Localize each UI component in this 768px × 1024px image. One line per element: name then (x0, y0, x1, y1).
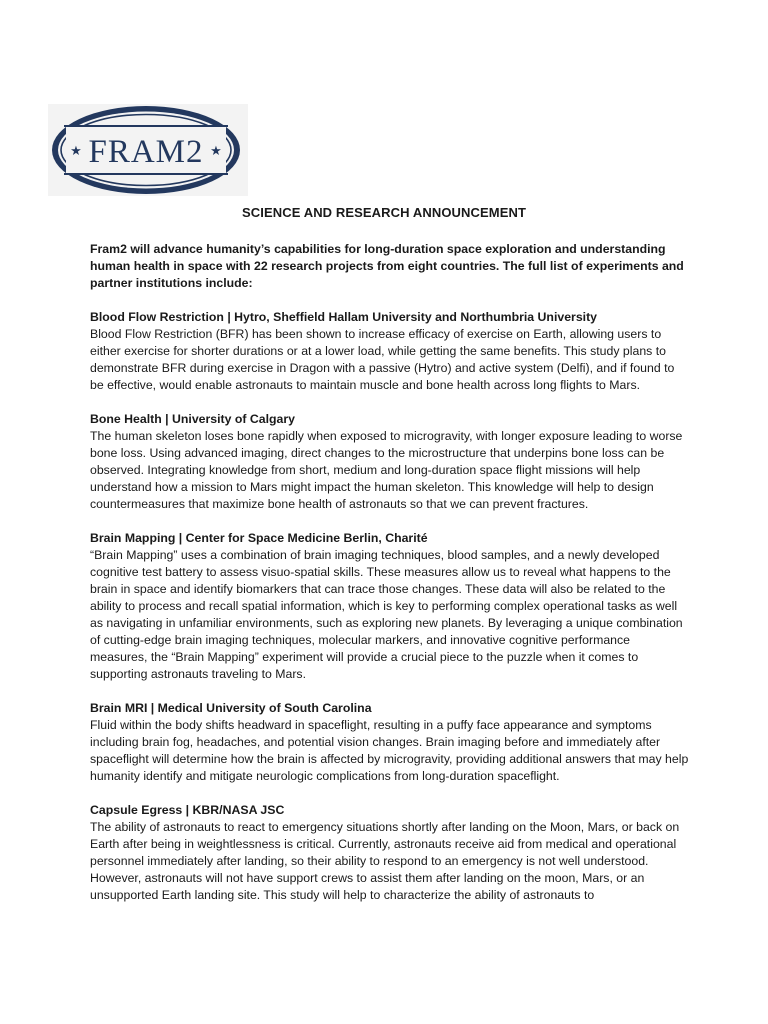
section-heading: Capsule Egress | KBR/NASA JSC (90, 803, 285, 817)
section-heading: Blood Flow Restriction | Hytro, Sheffield Hallam University and Northumbria University (90, 310, 598, 324)
section-body: The human skeleton loses bone rapidly when exposed to microgravity, with longer exposure leading to worse bone loss. Using advanced imaging, direct changes to the microstructure that underpins bone loss can be observed. Integrating knowledge from short, medium and long-duration space flight missions will help understand how a mission to Mars might impact the human skeleton. This knowledge will help to design countermeasures that maximize bone health of astronauts so that we can prevent fractures. (90, 429, 683, 511)
intro-paragraph: Fram2 will advance humanity’s capabilities for long-duration space exploration and understanding human health in space with 22 research projects from eight countries. The full list of experiments and partner institutions include: (90, 242, 684, 290)
section-body: Fluid within the body shifts headward in spaceflight, resulting in a puffy face appearance and symptoms including brain fog, headaches, and potential vision changes. Brain imaging before and immediately after spaceflight will determine how the brain is affected by microgravity, providing additional answers that may help humanity identify and mitigate neurologic complications from long-duration spaceflight. (90, 718, 689, 783)
section-body: “Brain Mapping” uses a combination of brain imaging techniques, blood samples, and a newly developed cognitive test battery to assess visuo-spatial skills. These measures allow us to reveal what happens to the brain in space and identify biomarkers that can trace those changes. These data will also be related to the ability to process and recall spatial information, which is key to performing complex operational tasks as well as navigating in unfamiliar environments, such as exploring new planets. By leveraging a unique combination of cutting-edge brain imaging techniques, molecular markers, and innovative cognitive performance measures, the “Brain Mapping” experiment will provide a crucial piece to the puzzle when it comes to supporting astronauts traveling to Mars. (90, 548, 683, 681)
section-heading: Brain Mapping | Center for Space Medicine Berlin, Charité (90, 531, 428, 545)
fram2-logo-graphic (48, 104, 248, 196)
section-heading: Bone Health | University of Calgary (90, 412, 296, 426)
logo-star-left-icon: ★ (70, 144, 82, 159)
page-title: SCIENCE AND RESEARCH ANNOUNCEMENT (241, 205, 527, 220)
logo-star-right-icon: ★ (210, 144, 222, 159)
fram2-logo (48, 104, 248, 196)
section-brain-mapping (90, 530, 690, 683)
document-body (90, 241, 690, 921)
section-brain-mri (90, 700, 690, 785)
section-body: Blood Flow Restriction (BFR) has been shown to increase efficacy of exercise on Earth, allowing users to either exercise for shorter durations or at a lower load, while getting the same benefits. This study plans to demonstrate BFR during exercise in Dragon with a passive (Hytro) and active system (Delfi), and if found to be effective, would enable astronauts to maintain muscle and bone health across long flights to Mars. (90, 327, 675, 392)
section-blood-flow-restriction (90, 309, 690, 394)
logo-text: FRAM2 (88, 134, 204, 170)
section-bone-health (90, 411, 690, 513)
section-body: The ability of astronauts to react to emergency situations shortly after landing on the Moon, Mars, or back on Earth after being in weightlessness is critical. Currently, astronauts receive aid from medical and operational personnel immediately after landing, so their ability to respond to an emergency is not well understood. However, astronauts will not have support crews to assist them after landing on the moon, Mars, or an unsupported Earth landing site. This study will help to characterize the ability of astronauts to (90, 820, 680, 902)
section-capsule-egress (90, 802, 690, 904)
section-heading: Brain MRI | Medical University of South Carolina (90, 701, 372, 715)
